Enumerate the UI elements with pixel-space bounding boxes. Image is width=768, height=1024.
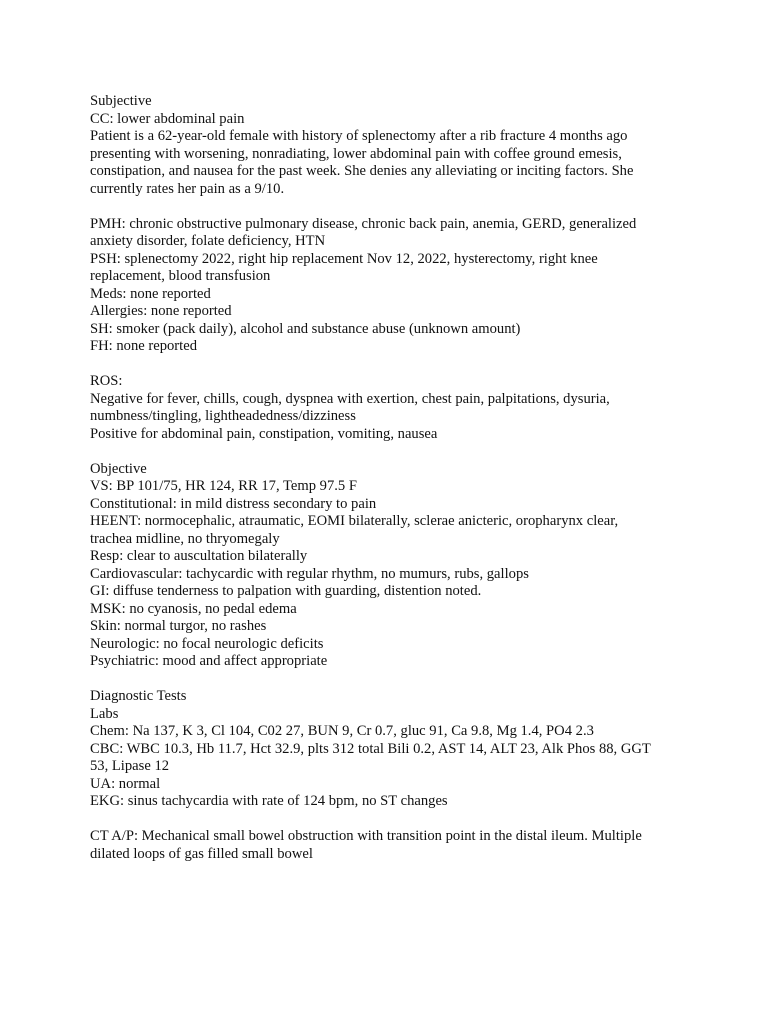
heent-line: trachea midline, no thryomegaly [90, 530, 280, 547]
subjective-section [90, 93, 690, 198]
chem-line: Chem: Na 137, K 3, Cl 104, C02 27, BUN 9, Cr 0.7, gluc 91, Ca 9.8, Mg 1.4, PO4 2.3 [90, 723, 594, 739]
diagnostics-heading: Diagnostic Tests [90, 688, 187, 704]
constitutional-line: Constitutional: in mild distress secondary to pain [90, 495, 377, 512]
meds-line: Meds: none reported [90, 285, 211, 302]
psh-line: PSH: splenectomy 2022, right hip replacement Nov 12, 2022, hysterectomy, right knee [90, 250, 598, 267]
hpi-line: constipation, and nausea for the past week. She denies any alleviating or inciting factors. She [90, 163, 634, 179]
cardiovascular-line: Cardiovascular: tachycardic with regular rhythm, no mumurs, rubs, gallops [90, 565, 529, 582]
imaging-section [90, 828, 690, 863]
history-section [90, 216, 690, 356]
ua-line: UA: normal [90, 775, 161, 792]
section-spacer [90, 356, 690, 374]
msk-line: MSK: no cyanosis, no pedal edema [90, 600, 297, 617]
hpi-line: Patient is a 62-year-old female with history of splenectomy after a rib fracture 4 months ago [90, 128, 628, 144]
gi-line: GI: diffuse tenderness to palpation with guarding, distention noted. [90, 583, 482, 599]
vital-signs-line: VS: BP 101/75, HR 124, RR 17, Temp 97.5 F [90, 478, 357, 494]
resp-line: Resp: clear to auscultation bilaterally [90, 548, 308, 564]
ros-negative-line: numbness/tingling, lightheadedness/dizziness [90, 408, 356, 424]
hpi-line: presenting with worsening, nonradiating, lower abdominal pain with coffee ground emesis, [90, 145, 622, 162]
heent-line: HEENT: normocephalic, atraumatic, EOMI bilaterally, sclerae anicteric, oropharynx clear, [90, 513, 619, 529]
chief-complaint: CC: lower abdominal pain [90, 110, 245, 127]
clinical-note-page [90, 93, 690, 863]
ros-negative-line: Negative for fever, chills, cough, dyspnea with exertion, chest pain, palpitations, dysuria, [90, 390, 610, 407]
ros-positive-line: Positive for abdominal pain, constipation, vomiting, nausea [90, 425, 438, 442]
labs-heading: Labs [90, 705, 119, 722]
psh-line: replacement, blood transfusion [90, 268, 271, 284]
allergies-line: Allergies: none reported [90, 303, 232, 319]
diagnostics-section [90, 688, 690, 811]
section-spacer [90, 811, 690, 829]
pmh-line: anxiety disorder, folate deficiency, HTN [90, 233, 326, 249]
neurologic-line: Neurologic: no focal neurologic deficits [90, 635, 324, 652]
cbc-line: CBC: WBC 10.3, Hb 11.7, Hct 32.9, plts 312 total Bili 0.2, AST 14, ALT 23, Alk Phos 88, GGT [90, 740, 651, 757]
skin-line: Skin: normal turgor, no rashes [90, 618, 267, 634]
cbc-line: 53, Lipase 12 [90, 758, 170, 774]
psychiatric-line: Psychiatric: mood and affect appropriate [90, 653, 328, 669]
social-history-line: SH: smoker (pack daily), alcohol and substance abuse (unknown amount) [90, 320, 521, 337]
section-spacer [90, 198, 690, 216]
section-spacer [90, 443, 690, 461]
subjective-heading: Subjective [90, 93, 152, 109]
ros-heading: ROS: [90, 373, 123, 389]
pmh-line: PMH: chronic obstructive pulmonary disease, chronic back pain, anemia, GERD, generalized [90, 215, 637, 232]
objective-section [90, 461, 690, 671]
ros-section [90, 373, 690, 443]
ekg-line: EKG: sinus tachycardia with rate of 124 bpm, no ST changes [90, 793, 448, 809]
objective-heading: Objective [90, 460, 147, 477]
hpi-line: currently rates her pain as a 9/10. [90, 180, 285, 197]
ct-line: CT A/P: Mechanical small bowel obstruction with transition point in the distal ileum. Multiple [90, 828, 642, 844]
section-spacer [90, 671, 690, 689]
family-history-line: FH: none reported [90, 338, 197, 354]
ct-line: dilated loops of gas filled small bowel [90, 845, 313, 862]
